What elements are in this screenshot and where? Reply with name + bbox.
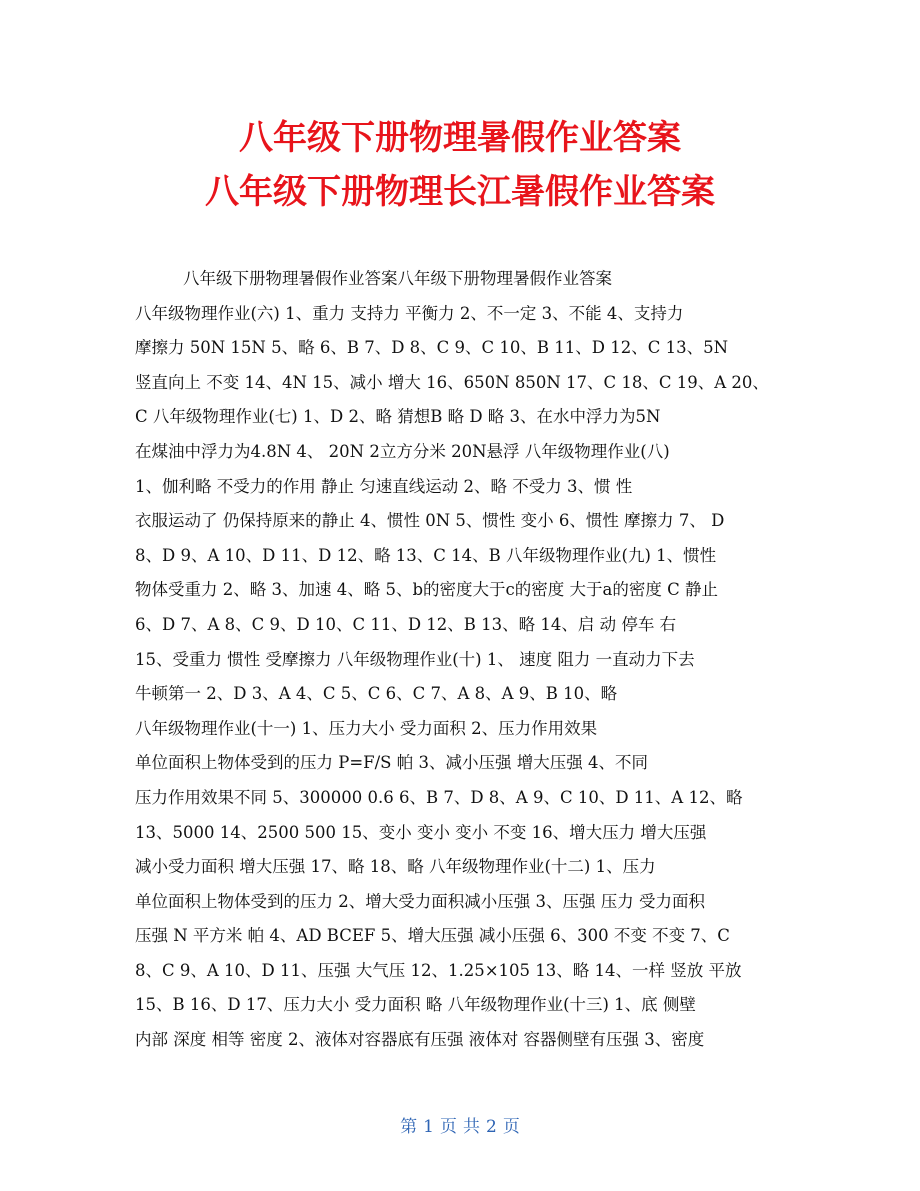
text-line: 6、D 7、A 8、C 9、D 10、C 11、D 12、B 13、略 14、启 动 停车 右 xyxy=(135,614,677,634)
text-line: 衣服运动了 仍保持原来的静止 4、惯性 0N 5、惯性 变小 6、惯性 摩擦力 7、 D xyxy=(135,511,725,531)
text-line: 1、伽利略 不受力的作用 静止 匀速直线运动 2、略 不受力 3、惯 性 xyxy=(135,476,633,496)
text-line: 摩擦力 50N 15N 5、略 6、B 7、D 8、C 9、C 10、B 11、D 12、C 13、5N xyxy=(135,338,729,358)
text-line: 8、D 9、A 10、D 11、D 12、略 13、C 14、B 八年级物理作业(九) 1、惯性 xyxy=(135,545,717,565)
text-line: 八年级物理作业(六) 1、重力 支持力 平衡力 2、不一定 3、不能 4、支持力 xyxy=(135,303,684,323)
text-line: 在煤油中浮力为4.8N 4、 20N 2立方分米 20N悬浮 八年级物理作业(八) xyxy=(135,441,670,461)
text-line: 单位面积上物体受到的压力 2、增大受力面积减小压强 3、压强 压力 受力面积 xyxy=(135,891,705,911)
text-line: 压强 N 平方米 帕 4、AD BCEF 5、增大压强 减小压强 6、300 不变 不变 7、C xyxy=(135,926,730,946)
text-line: 内部 深度 相等 密度 2、液体对容器底有压强 液体对 容器侧壁有压强 3、密度 xyxy=(135,1030,705,1050)
text-line: 竖直向上 不变 14、4N 15、减小 增大 16、650N 850N 17、C 18、C 19、A 20、 xyxy=(135,372,769,392)
text-line: 单位面积上物体受到的压力 P=F/S 帕 3、减小压强 增大压强 4、不同 xyxy=(135,753,648,773)
text-line: 牛顿第一 2、D 3、A 4、C 5、C 6、C 7、A 8、A 9、B 10、略 xyxy=(135,684,618,704)
page-current-number: 1 xyxy=(423,1117,434,1137)
page-label-mid2: 共 xyxy=(463,1117,480,1137)
page-footer xyxy=(0,1112,920,1137)
text-line: 八年级下册物理暑假作业答案八年级下册物理暑假作业答案 xyxy=(183,269,612,288)
title-line-1: 八年级下册物理暑假作业答案 xyxy=(239,118,681,158)
text-line: 15、受重力 惯性 受摩擦力 八年级物理作业(十) 1、 速度 阻力 一直动力下去 xyxy=(135,649,695,669)
page-label-prefix: 第 xyxy=(400,1117,418,1137)
text-line: 15、B 16、D 17、压力大小 受力面积 略 八年级物理作业(十三) 1、底 侧壁 xyxy=(135,995,696,1015)
text-line: 8、C 9、A 10、D 11、压强 大气压 12、1.25×105 13、略 14、一样 竖放 平放 xyxy=(135,960,742,980)
page-label-suffix: 页 xyxy=(502,1117,520,1137)
title-line-2: 八年级下册物理长江暑假作业答案 xyxy=(205,172,715,212)
text-line: 八年级物理作业(十一) 1、压力大小 受力面积 2、压力作用效果 xyxy=(135,718,598,738)
text-line: 压力作用效果不同 5、300000 0.6 6、B 7、D 8、A 9、C 10、D 11、A 12、略 xyxy=(135,787,743,807)
document-body xyxy=(135,262,785,1058)
page-total-number: 2 xyxy=(486,1117,497,1137)
text-line: 13、5000 14、2500 500 15、变小 变小 变小 不变 16、增大压力 增大压强 xyxy=(135,822,707,842)
page-label-mid1: 页 xyxy=(440,1117,457,1137)
text-line: C 八年级物理作业(七) 1、D 2、略 猜想B 略 D 略 3、在水中浮力为5N xyxy=(135,407,661,427)
text-line: 减小受力面积 增大压强 17、略 18、略 八年级物理作业(十二) 1、压力 xyxy=(135,857,656,877)
text-line: 物体受重力 2、略 3、加速 4、略 5、b的密度大于c的密度 大于a的密度 C 静止 xyxy=(135,580,718,600)
